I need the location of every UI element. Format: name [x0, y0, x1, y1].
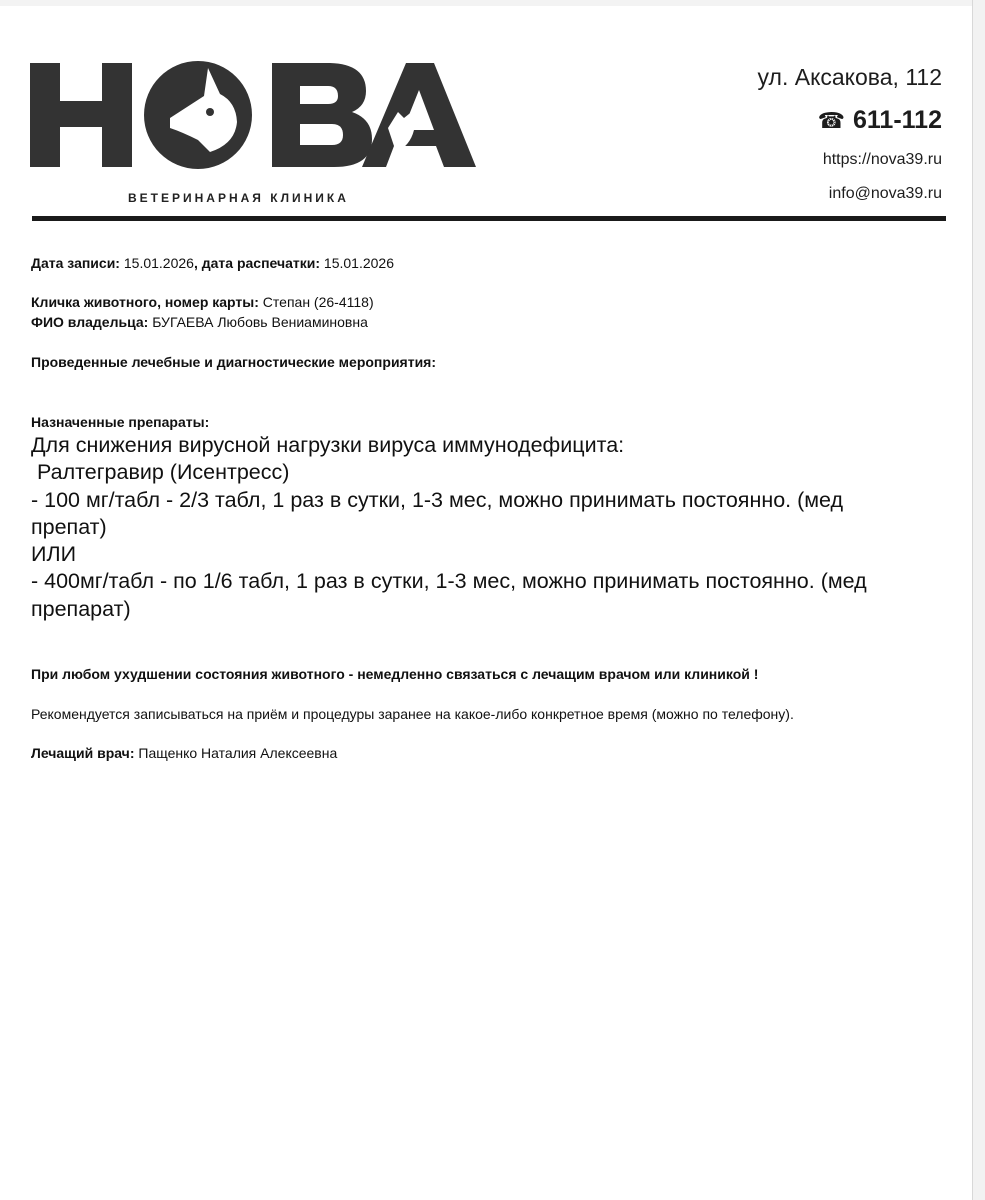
clinic-logo: [30, 60, 480, 172]
prescription-line-5: ИЛИ: [31, 542, 77, 566]
recommendation-text: Рекомендуется записываться на приём и процедуры заранее на какое-либо конкретное время (можно по телефону).: [31, 706, 794, 722]
phone-number: 611-112: [853, 106, 942, 134]
print-date-value: 15.01.2026: [323, 255, 394, 271]
clinic-address: ул. Аксакова, 112: [757, 64, 942, 90]
clinic-contacts: [758, 62, 942, 204]
pet-label: Кличка животного, номер карты:: [31, 294, 259, 310]
record-dates: Дата записи: 15.01.2026, дата распечатки: 15.01.2026: [31, 255, 394, 271]
clinic-website: https://nova39.ru: [822, 151, 942, 168]
doctor-label: Лечащий врач:: [31, 745, 135, 761]
logo-subtitle: ВЕТЕРИНАРНАЯ КЛИНИКА: [128, 191, 349, 205]
owner-label: ФИО владельца:: [31, 314, 149, 330]
date-value: 15.01.2026: [123, 255, 194, 271]
procedures-heading: Проведенные лечебные и диагностические мероприятия:: [31, 354, 437, 370]
pet-value: Степан (26-4118): [262, 294, 374, 310]
prescription-line-7: препарат): [31, 597, 131, 621]
drugs-heading: Назначенные препараты:: [31, 414, 210, 430]
prescription-line-4: препат): [31, 515, 107, 539]
warning-text: При любом ухудшении состояния животного - немедленно связаться с лечащим врачом или клиникой !: [31, 666, 759, 682]
print-date-label: дата распечатки:: [201, 255, 321, 271]
prescription-line-1: Для снижения вирусной нагрузки вируса иммунодефицита:: [31, 433, 625, 457]
pet-info: [31, 292, 374, 312]
page-top-edge: [0, 0, 985, 6]
clinic-email: info@nova39.ru: [828, 185, 942, 202]
phone-icon: ☎: [817, 108, 845, 133]
prescription-line-3: - 100 мг/табл - 2/3 табл, 1 раз в сутки, 1-3 мес, можно принимать постоянно. (мед: [31, 488, 844, 512]
owner-info: [31, 312, 368, 332]
page-right-edge: [972, 0, 985, 1200]
prescription-line-6: - 400мг/табл - по 1/6 табл, 1 раз в сутки, 1-3 мес, можно принимать постоянно. (мед: [31, 569, 867, 593]
doctor-info: [31, 743, 337, 763]
clinic-phone: [758, 105, 942, 136]
prescription-line-2: Ралтегравир (Исентресс): [37, 460, 290, 484]
doctor-name: Пащенко Наталия Алексеевна: [138, 745, 338, 761]
header-divider: [32, 216, 946, 221]
date-label: Дата записи:: [31, 255, 120, 271]
owner-value: БУГАЕВА Любовь Вениаминовна: [152, 314, 368, 330]
